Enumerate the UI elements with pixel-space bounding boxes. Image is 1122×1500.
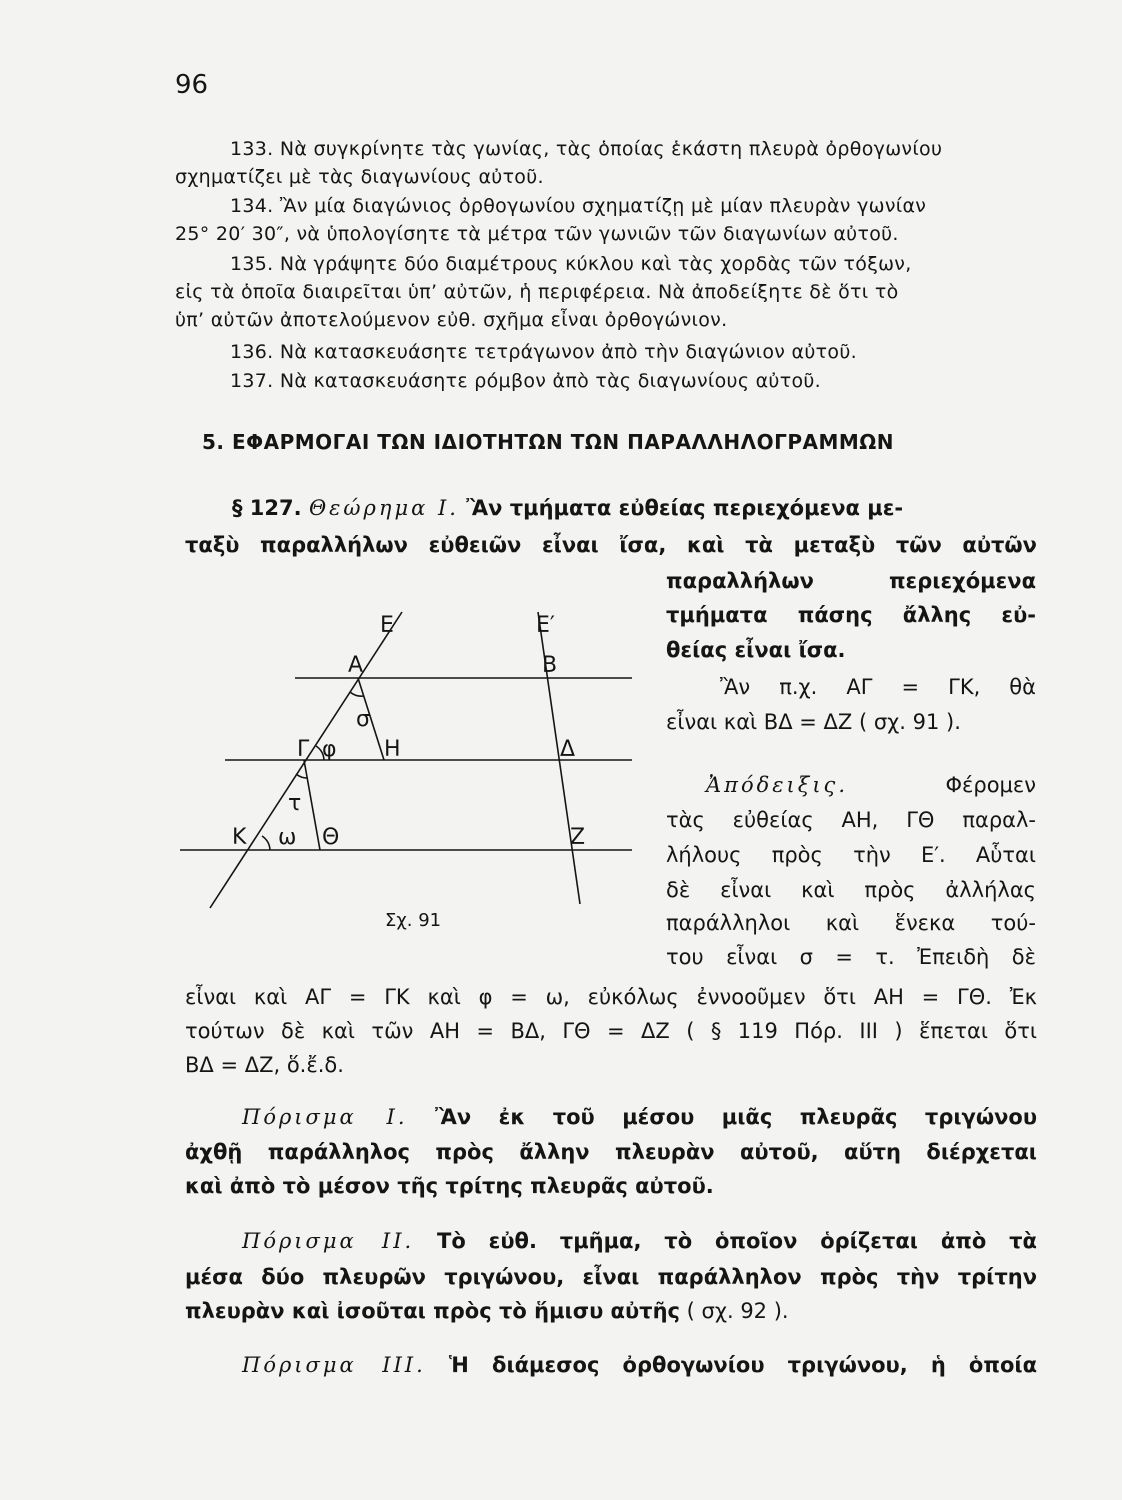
segment-gth [304, 760, 320, 850]
corollary-2-label: Πόρισμα ΙΙ. [242, 1229, 415, 1253]
exercise-line: 25° 20′ 30″, νὰ ὑπολογίσητε τὰ μέτρα τῶν γωνιῶν τῶν διαγωνίων αὐτοῦ. [175, 223, 899, 245]
corollary-2-line-2: μέσα δύο πλευρῶν τριγώνου, εἶναι παράλληλον πρὸς τὴν τρίτην [185, 1265, 1037, 1289]
exercise-line: 136. Νὰ κατασκευάσητε τετράγωνον ἀπὸ τὴν διαγώνιον αὐτοῦ. [230, 341, 857, 363]
proof-line-5: παράλληλοι καὶ ἕνεκα τού- [666, 911, 1036, 935]
label-z: Ζ [570, 825, 586, 850]
corollary-1-text: Ἂν ἐκ τοῦ μέσου μιᾶς πλευρᾶς τριγώνου [435, 1105, 1038, 1129]
theorem-example-2: εἶναι καὶ ΒΔ = ΔΖ ( σχ. 91 ). [666, 710, 961, 734]
page-number: 96 [175, 70, 209, 100]
label-e: Ε [380, 613, 394, 638]
exercise-133 [175, 135, 1037, 191]
proof-line-2: τὰς εὐθείας ΑΗ, ΓΘ παραλ- [666, 808, 1036, 832]
label-b: Β [542, 653, 558, 678]
label-k: Κ [232, 825, 247, 850]
proof-line-3: λήλους πρὸς τὴν Ε′. Αὗται [666, 843, 1036, 867]
corollary-1-line-3: καὶ ἀπὸ τὸ μέσον τῆς τρίτης πλευρᾶς αὐτοῦ. [185, 1174, 714, 1198]
theorem-line-1 [232, 493, 903, 523]
label-g: Γ [297, 737, 310, 762]
proof-line-9: ΒΔ = ΔΖ, ὅ.ἔ.δ. [185, 1053, 344, 1077]
proof-label: Ἀπόδειξις. [706, 773, 848, 797]
figure-caption: Σχ. 91 [385, 910, 442, 931]
exercise-line: σχηματίζει μὲ τὰς διαγωνίους αὐτοῦ. [175, 166, 544, 188]
theorem-line-5: θείας εἶναι ἴσα. [666, 638, 846, 662]
theorem-label: Θεώρημα Ι. [308, 496, 459, 520]
label-th: Θ [322, 825, 340, 850]
corollary-3-label: Πόρισμα ΙΙΙ. [242, 1353, 426, 1377]
theorem-example-1: Ἂν π.χ. ΑΓ = ΓΚ, θὰ [720, 675, 1036, 699]
corollary-1-label: Πόρισμα Ι. [242, 1105, 408, 1129]
corollary-2-line-3 [185, 1296, 1037, 1326]
exercise-136 [175, 338, 1037, 366]
proof-line-7: εἶναι καὶ ΑΓ = ΓΚ καὶ φ = ω, εὐκόλως ἐννοοῦμεν ὅτι ΑΗ = ΓΘ. Ἐκ [185, 985, 1037, 1009]
theorem-ref: § 127. [232, 496, 302, 520]
corollary-2-text-3: πλευρὰν καὶ ἰσοῦται πρὸς τὸ ἥμισυ αὐτῆς [185, 1299, 680, 1323]
corollary-2-figref: ( σχ. 92 ). [686, 1299, 789, 1323]
corollary-1-line-1 [242, 1102, 1037, 1132]
corollary-3-line-1 [242, 1350, 1037, 1380]
corollary-1-line-2: ἀχθῇ παράλληλος πρὸς ἄλλην πλευρὰν αὐτοῦ, αὕτη διέρχεται [185, 1140, 1037, 1164]
proof-line-1 [706, 770, 1036, 800]
theorem-line-4: τμήματα πάσης ἄλλης εὐ- [666, 603, 1036, 627]
exercise-134 [175, 192, 1037, 248]
label-omega: ω [278, 825, 297, 850]
exercise-line: 133. Νὰ συγκρίνητε τὰς γωνίας, τὰς ὁποίας ἑκάστη πλευρὰ ὀρθογωνίου [230, 138, 943, 160]
angle-arc-omega [262, 836, 270, 850]
exercise-line: εἰς τὰ ὁποῖα διαιρεῖται ὑπ’ αὐτῶν, ἡ περιφέρεια. Νὰ ἀποδείξητε δὲ ὅτι τὸ [175, 281, 899, 303]
exercise-135 [175, 250, 1037, 334]
label-tau: τ [288, 791, 302, 816]
exercise-137 [175, 367, 1037, 395]
proof-text: Φέρομεν [945, 773, 1036, 797]
label-a: Α [348, 653, 364, 678]
label-e-prime: Ε′ [536, 613, 555, 638]
label-d: Δ [560, 737, 576, 762]
section-heading: 5. ΕΦΑΡΜΟΓΑΙ ΤΩΝ ΙΔΙΟΤΗΤΩΝ ΤΩΝ ΠΑΡΑΛΛΗΛΟΓΡΑΜΜΩΝ [202, 430, 895, 454]
label-h: Η [384, 737, 401, 762]
exercise-line: 134. Ἂν μία διαγώνιος ὀρθογωνίου σχηματίζῃ μὲ μίαν πλευρὰν γωνίαν [230, 195, 927, 217]
proof-line-6: του εἶναι σ = τ. Ἐπειδὴ δὲ [666, 945, 1036, 969]
corollary-3-text: Ἡ διάμεσος ὀρθογωνίου τριγώνου, ἡ ὁποία [448, 1353, 1038, 1377]
figure-91 [170, 600, 650, 940]
corollary-2-text: Τὸ εὐθ. τμῆμα, τὸ ὁποῖον ὁρίζεται ἀπὸ τὰ [437, 1229, 1037, 1253]
theorem-text: Ἂν τμήματα εὐθείας περιεχόμενα με- [466, 496, 904, 520]
exercise-line: ὑπ’ αὐτῶν ἀποτελούμενον εὐθ. σχῆμα εἶναι ὀρθογώνιον. [175, 309, 728, 331]
label-sigma: σ [356, 707, 370, 732]
exercise-line: 137. Νὰ κατασκευάσητε ρόμβον ἀπὸ τὰς διαγωνίους αὐτοῦ. [230, 370, 822, 392]
label-phi: φ [322, 737, 337, 762]
exercise-line: 135. Νὰ γράψητε δύο διαμέτρους κύκλου καὶ τὰς χορδὰς τῶν τόξων, [230, 253, 912, 275]
proof-line-8: τούτων δὲ καὶ τῶν ΑΗ = ΒΔ, ΓΘ = ΔΖ ( § 119 Πόρ. ΙΙΙ ) ἕπεται ὅτι [185, 1019, 1037, 1043]
corollary-2-line-1 [242, 1226, 1037, 1256]
theorem-line-2: ταξὺ παραλλήλων εὐθειῶν εἶναι ἴσα, καὶ τὰ μεταξὺ τῶν αὐτῶν [185, 533, 1037, 557]
proof-line-4: δὲ εἶναι καὶ πρὸς ἀλλήλας [666, 878, 1036, 902]
theorem-line-3: παραλλήλων περιεχόμενα [666, 569, 1036, 593]
